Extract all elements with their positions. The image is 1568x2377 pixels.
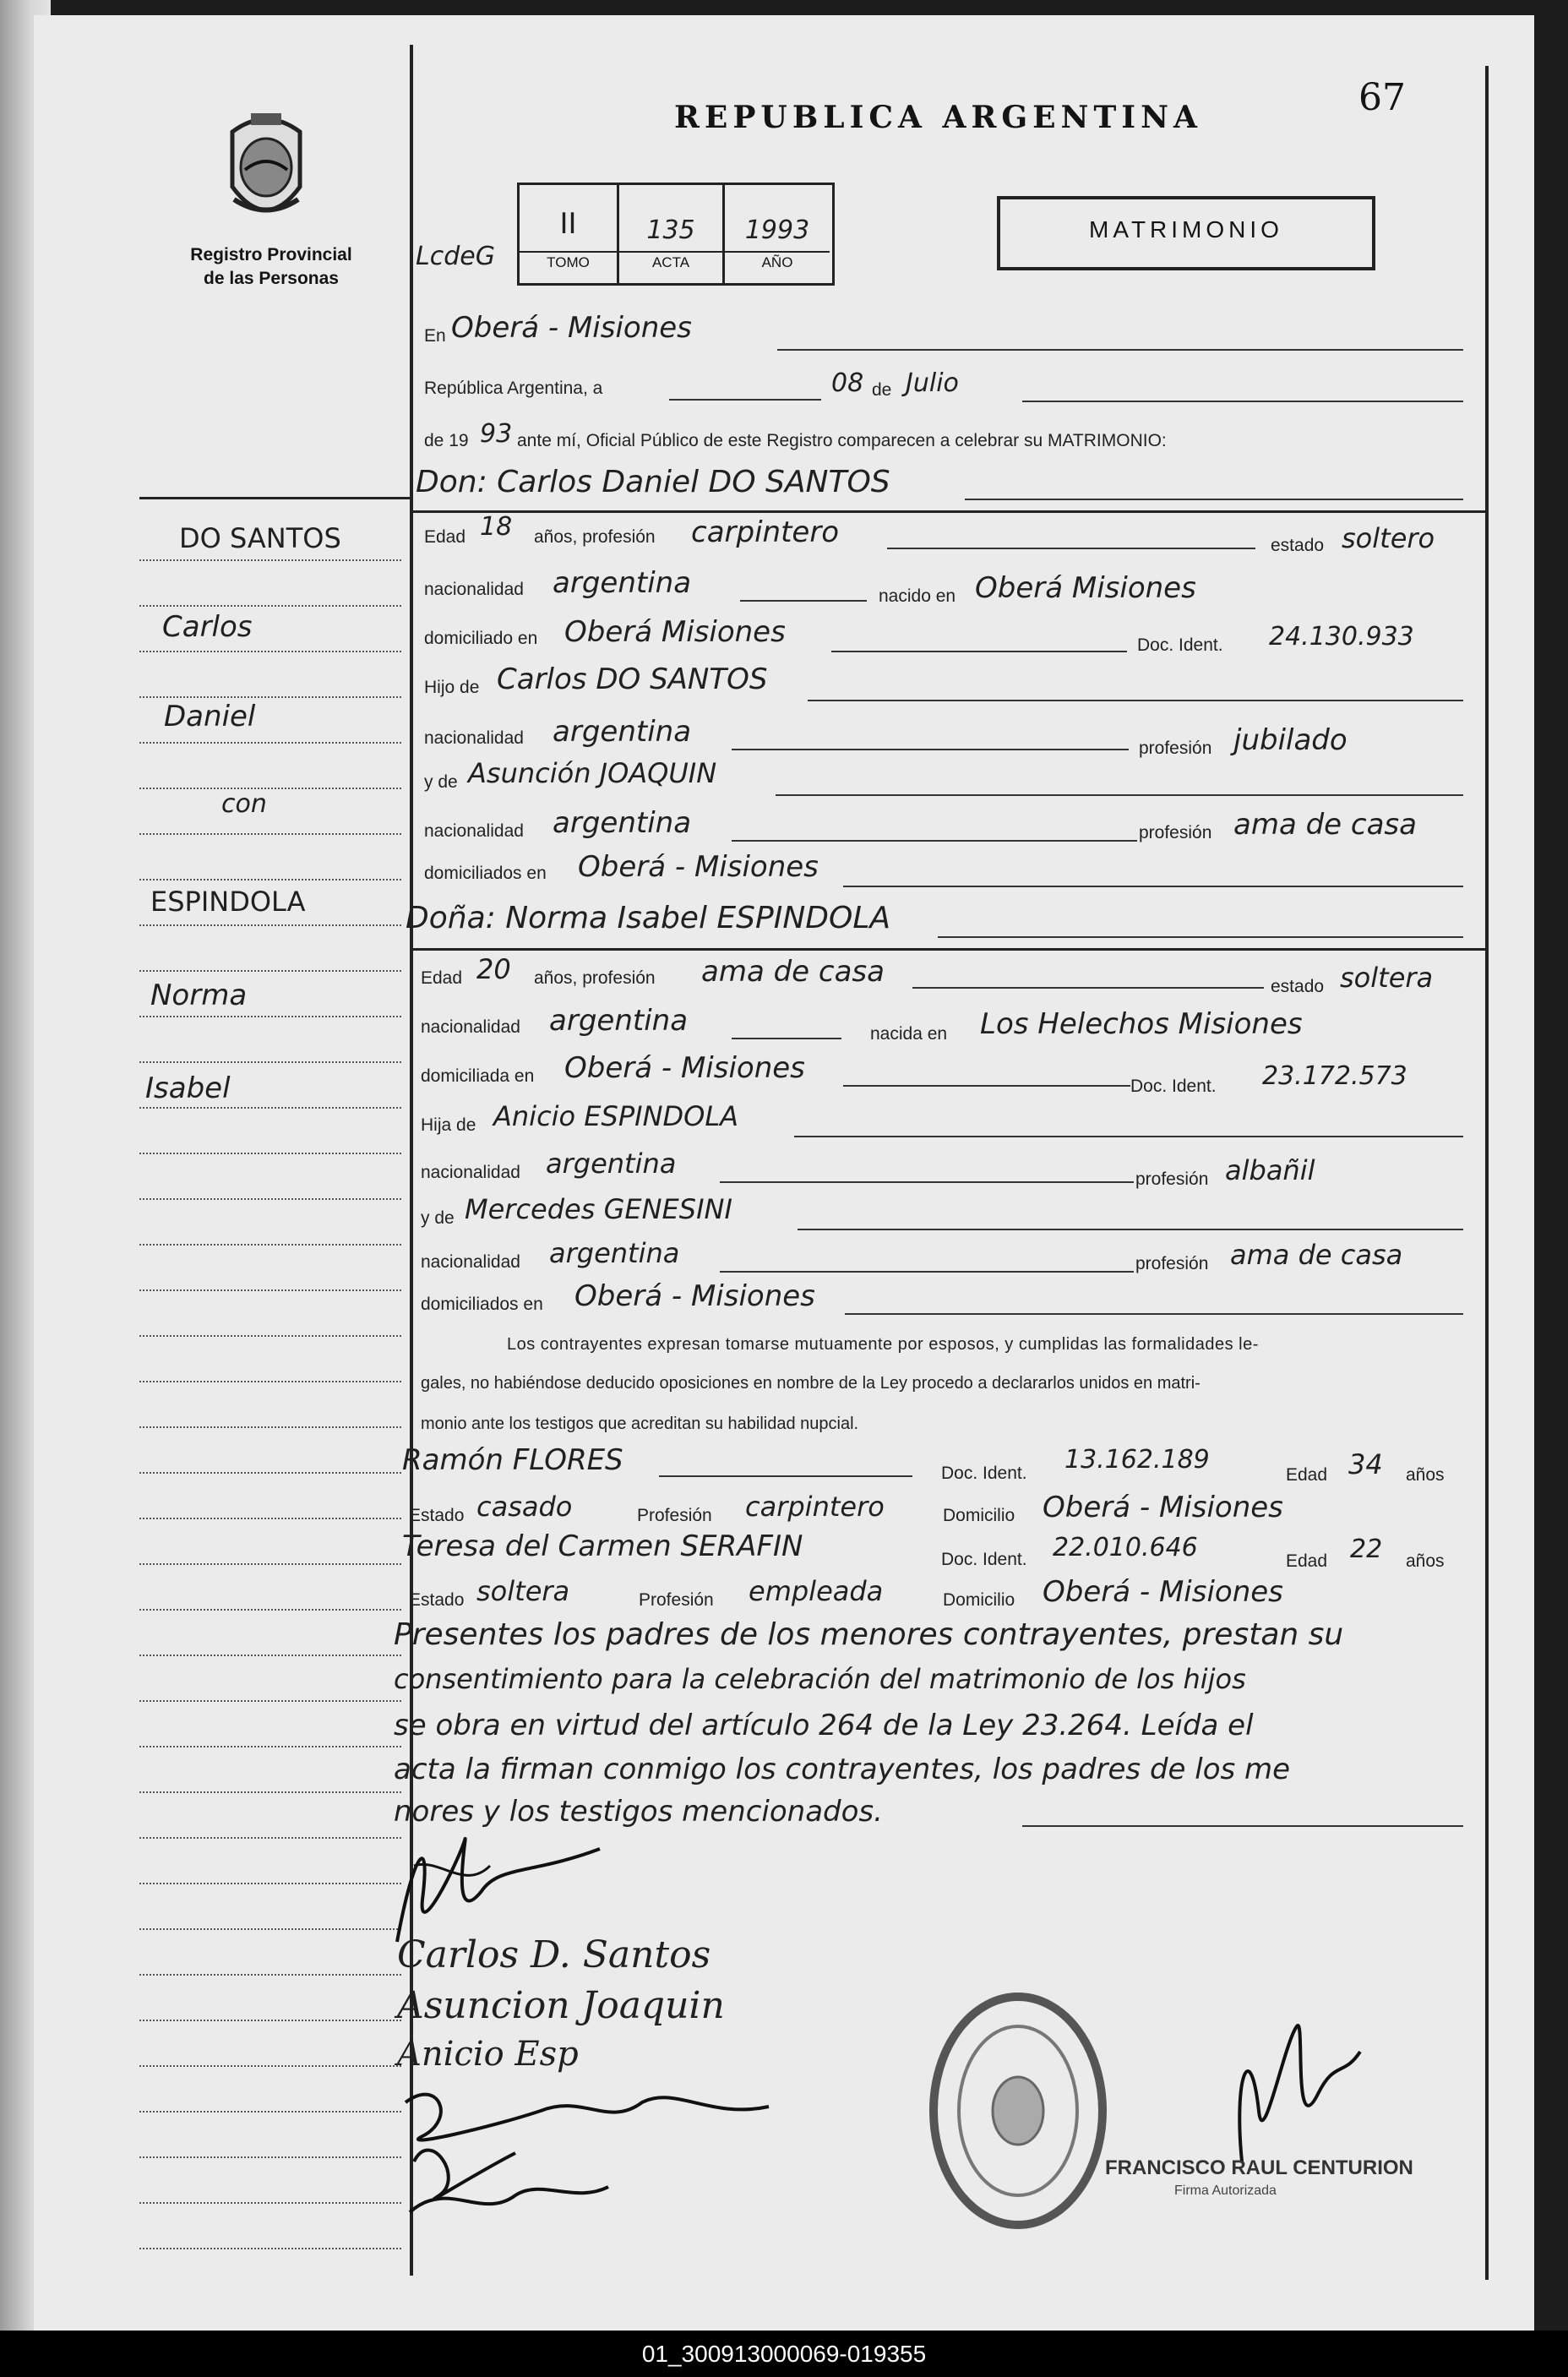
- groom-mother: Asunción JOAQUIN: [468, 757, 717, 789]
- bride-doms-label: domiciliados en: [421, 1295, 543, 1314]
- bride-nacionalidad: argentina: [549, 1004, 689, 1038]
- margin-divider: [139, 497, 411, 499]
- country-title: REPUBLICA ARGENTINA: [674, 100, 1202, 135]
- groom-father-prof: jubilado: [1233, 723, 1348, 757]
- registry-name: [182, 243, 360, 291]
- tomo-label: TOMO: [547, 254, 590, 270]
- bride-father: Anicio ESPINDOLA: [493, 1100, 739, 1132]
- bride-name: Doña: Norma Isabel ESPINDOLA: [406, 901, 890, 935]
- margin-ruled-line: [139, 1928, 401, 1930]
- acta-label: ACTA: [651, 254, 690, 270]
- groom-nacionalidad: argentina: [553, 566, 692, 600]
- witness1-edad: 34: [1348, 1448, 1383, 1480]
- bride-edad-label: Edad: [421, 968, 463, 988]
- fill-line: [845, 1313, 1463, 1315]
- margin-ruled-line: [139, 1974, 401, 1976]
- note-line-2: consentimiento para la celebración del matrimonio de los hijos: [394, 1663, 1246, 1695]
- bride-profesion: ama de casa: [701, 955, 885, 989]
- margin-ruled-line: [139, 1107, 401, 1109]
- margin-note: LcdeG: [416, 242, 495, 271]
- witness2-dom-label: Domicilio: [943, 1590, 1015, 1610]
- intro-month: Julio: [906, 368, 959, 398]
- margin-ruled-line: [139, 559, 401, 561]
- fill-line: [1022, 1825, 1463, 1827]
- margin-ruled-line: [139, 970, 401, 972]
- fill-line: [740, 600, 867, 602]
- groom-father-nac: argentina: [553, 715, 692, 749]
- tomo-cell: [520, 185, 619, 283]
- witness2-estado-label: Estado: [409, 1590, 465, 1610]
- margin-ruled-line: [139, 2111, 401, 2113]
- fill-line: [843, 1085, 1130, 1087]
- witness1-name: Ramón FLORES: [402, 1443, 623, 1477]
- margin-ruled-line: [139, 1426, 401, 1428]
- margin-ruled-line: [139, 1609, 401, 1611]
- en-label: En: [424, 326, 446, 346]
- official-signature: [1217, 2009, 1369, 2178]
- acta-value: 135: [646, 215, 695, 245]
- groom-doc: 24.130.933: [1269, 622, 1414, 651]
- bride-father-nac-label: nacionalidad: [421, 1163, 520, 1182]
- groom-profesion: carpintero: [691, 515, 840, 549]
- republica-label: República Argentina, a: [424, 379, 603, 398]
- bride-doc-label: Doc. Ident.: [1130, 1077, 1217, 1096]
- margin-ruled-line: [139, 1837, 401, 1839]
- witness2-estado: soltera: [476, 1575, 570, 1607]
- margin-ruled-line: [139, 1289, 401, 1291]
- bride-estado-label: estado: [1271, 977, 1325, 996]
- witness1-anios: años: [1406, 1465, 1445, 1485]
- groom-edad-label: Edad: [424, 527, 466, 547]
- official-seal-stamp: [921, 1984, 1115, 2238]
- page-number: 67: [1358, 76, 1406, 119]
- margin-ruled-line: [139, 605, 401, 607]
- signature-scribbles-lower: [389, 2069, 828, 2229]
- margin-ruled-line: [139, 1016, 401, 1017]
- acta-cell: [619, 185, 725, 283]
- anio-cell: [725, 185, 830, 283]
- margin-ruled-line: [139, 1335, 401, 1337]
- margin-bride-surname: ESPINDOLA: [150, 886, 306, 918]
- bride-domicilio: Oberá - Misiones: [564, 1051, 805, 1085]
- note-line-1: Presentes los padres de los menores contrayentes, prestan su: [394, 1617, 1344, 1652]
- margin-ruled-line: [139, 1655, 401, 1656]
- bride-father-nac: argentina: [546, 1148, 677, 1180]
- witness1-estado: casado: [476, 1491, 573, 1523]
- groom-father: Carlos DO SANTOS: [497, 662, 768, 696]
- witness2-edad-label: Edad: [1286, 1551, 1328, 1571]
- bride-father-prof-label: profesión: [1135, 1169, 1209, 1189]
- section-divider: [413, 510, 1485, 513]
- fill-line: [794, 1136, 1463, 1137]
- margin-ruled-line: [139, 2202, 401, 2204]
- official-title: Firma Autorizada: [1174, 2183, 1277, 2198]
- groom-mother-nac: argentina: [553, 806, 692, 840]
- intro-year: 93: [480, 419, 513, 449]
- title-box: [997, 196, 1375, 270]
- fill-line: [669, 399, 821, 401]
- groom-estado: soltero: [1342, 522, 1435, 554]
- witness1-doc-label: Doc. Ident.: [941, 1464, 1027, 1483]
- margin-ruled-line: [139, 1746, 401, 1747]
- fill-line: [776, 794, 1463, 796]
- groom-doms-label: domiciliados en: [424, 864, 547, 883]
- groom-mother-prof-label: profesión: [1139, 823, 1212, 842]
- witness2-profesion: empleada: [749, 1575, 884, 1607]
- margin-groom-name2: Daniel: [164, 700, 256, 733]
- witness2-name: Teresa del Carmen SERAFIN: [402, 1529, 803, 1563]
- margin-ruled-line: [139, 696, 401, 698]
- groom-profesion-label: años, profesión: [534, 527, 656, 547]
- margin-bride-name2: Isabel: [145, 1071, 231, 1105]
- intro-place: Oberá - Misiones: [451, 311, 692, 345]
- margin-ruled-line: [139, 651, 401, 652]
- margin-ruled-line: [139, 2020, 401, 2021]
- fill-line: [798, 1229, 1463, 1230]
- witness2-anios: años: [1406, 1551, 1445, 1571]
- groom-father-prof-label: profesión: [1139, 739, 1212, 758]
- groom-hijo-label: Hijo de: [424, 678, 480, 697]
- witness1-estado-label: Estado: [409, 1506, 465, 1525]
- groom-yde-label: y de: [424, 772, 458, 792]
- groom-estado-label: estado: [1271, 536, 1325, 555]
- signature-groom-father: Carlos D. Santos: [397, 1933, 711, 1976]
- margin-ruled-line: [139, 788, 401, 789]
- fill-line: [965, 499, 1463, 500]
- witness1-domicilio: Oberá - Misiones: [1043, 1491, 1283, 1524]
- witness2-prof-label: Profesión: [639, 1590, 714, 1610]
- bride-nac-label: nacionalidad: [421, 1017, 520, 1037]
- section-divider: [413, 948, 1485, 951]
- registry-line-2: de las Personas: [204, 269, 339, 288]
- witness1-dom-label: Domicilio: [943, 1506, 1015, 1525]
- margin-ruled-line: [139, 2065, 401, 2067]
- bride-dom-label: domiciliada en: [421, 1066, 535, 1086]
- margin-ruled-line: [139, 1244, 401, 1246]
- anio-value: 1993: [744, 215, 810, 245]
- margin-bride-name1: Norma: [150, 979, 248, 1012]
- fill-line: [659, 1475, 912, 1477]
- fill-line: [1022, 401, 1463, 402]
- declaration-line-3: monio ante los testigos que acreditan su habilidad nupcial.: [421, 1415, 859, 1433]
- witness2-edad: 22: [1350, 1535, 1383, 1564]
- note-line-4: acta la firman conmigo los contrayentes, los padres de los me: [394, 1753, 1291, 1786]
- fill-line: [732, 749, 1129, 750]
- groom-dom-label: domiciliado en: [424, 629, 538, 648]
- margin-ruled-line: [139, 1700, 401, 1702]
- note-line-5: nores y los testigos mencionados.: [394, 1795, 883, 1829]
- bride-doc: 23.172.573: [1262, 1061, 1407, 1091]
- margin-ruled-line: [139, 1518, 401, 1519]
- margin-con: con: [221, 789, 267, 819]
- witness1-doc: 13.162.189: [1064, 1445, 1210, 1475]
- fill-line: [843, 886, 1463, 887]
- coat-of-arms-logo: [215, 106, 317, 233]
- fill-line: [938, 936, 1463, 938]
- record-number-box: [517, 183, 835, 286]
- fill-line: [732, 1038, 841, 1039]
- tomo-value: II: [559, 207, 577, 241]
- bride-hija-label: Hija de: [421, 1115, 476, 1135]
- fill-line: [720, 1271, 1134, 1273]
- fill-line: [777, 349, 1463, 351]
- witness1-prof-label: Profesión: [637, 1506, 712, 1525]
- bride-edad: 20: [476, 953, 511, 985]
- witness2-doc-label: Doc. Ident.: [941, 1550, 1027, 1569]
- margin-ruled-line: [139, 1061, 401, 1063]
- intro-day: 08: [831, 368, 864, 398]
- bride-nacida-label: nacida en: [870, 1024, 948, 1044]
- bride-parents-dom: Oberá - Misiones: [574, 1279, 815, 1313]
- margin-ruled-line: [139, 2156, 401, 2158]
- bride-nacida: Los Helechos Misiones: [980, 1007, 1303, 1041]
- document-title: MATRIMONIO: [1089, 216, 1283, 243]
- margin-ruled-line: [139, 879, 401, 880]
- fill-line: [732, 840, 1137, 842]
- margin-ruled-line: [139, 742, 401, 744]
- witness2-domicilio: Oberá - Misiones: [1043, 1575, 1283, 1609]
- signature-bride-father: Anicio Esp: [397, 2035, 579, 2074]
- bride-mother-prof: ama de casa: [1230, 1239, 1403, 1271]
- margin-ruled-line: [139, 1791, 401, 1793]
- fill-line: [887, 548, 1255, 549]
- fill-line: [831, 651, 1127, 652]
- registry-line-1: Registro Provincial: [190, 245, 352, 264]
- margin-ruled-line: [139, 1472, 401, 1474]
- groom-mother-nac-label: nacionalidad: [424, 821, 524, 841]
- year-prefix: de 19: [424, 431, 469, 450]
- declaration-line-2: gales, no habiéndose deducido oposiciones en nombre de la Ley procedo a declararlos unidos en matri-: [421, 1374, 1200, 1393]
- note-line-3: se obra en virtud del artículo 264 de la Ley 23.264. Leída el: [394, 1709, 1254, 1742]
- witness2-doc: 22.010.646: [1053, 1533, 1198, 1562]
- margin-ruled-line: [139, 1198, 401, 1200]
- fill-line: [720, 1181, 1134, 1183]
- groom-nacido-label: nacido en: [879, 586, 956, 606]
- margin-groom-surname: DO SANTOS: [179, 522, 341, 554]
- bride-estado: soltera: [1340, 962, 1434, 994]
- groom-parents-dom: Oberá - Misiones: [578, 850, 819, 884]
- margin-ruled-line: [139, 1153, 401, 1154]
- margin-ruled-line: [139, 1381, 401, 1382]
- margin-ruled-line: [139, 833, 401, 835]
- witness1-edad-label: Edad: [1286, 1465, 1328, 1485]
- groom-doc-label: Doc. Ident.: [1137, 635, 1223, 655]
- groom-father-nac-label: nacionalidad: [424, 728, 524, 748]
- groom-mother-prof: ama de casa: [1233, 808, 1417, 842]
- right-border: [1485, 66, 1489, 2280]
- margin-ruled-line: [139, 1563, 401, 1565]
- intro-sentence: ante mí, Oficial Público de este Registro comparecen a celebrar su MATRIMONIO:: [517, 431, 1167, 450]
- de-label: de: [872, 380, 892, 400]
- bride-profesion-label: años, profesión: [534, 968, 656, 988]
- groom-nacido: Oberá Misiones: [975, 571, 1196, 605]
- bride-mother: Mercedes GENESINI: [465, 1193, 732, 1225]
- witness1-profesion: carpintero: [745, 1491, 885, 1523]
- image-caption: 01_300913000069-019355: [0, 2331, 1568, 2377]
- margin-groom-name1: Carlos: [162, 610, 253, 644]
- official-name: FRANCISCO RAUL CENTURION: [1105, 2156, 1413, 2179]
- bride-mother-nac-label: nacionalidad: [421, 1252, 520, 1272]
- signature-groom-mother: Asuncion Joaquin: [397, 1984, 725, 2027]
- bride-mother-nac: argentina: [549, 1237, 680, 1269]
- margin-ruled-line: [139, 1883, 401, 1884]
- document-page: [34, 15, 1534, 2331]
- groom-edad: 18: [480, 512, 513, 542]
- bride-father-prof: albañil: [1225, 1154, 1315, 1186]
- groom-nac-label: nacionalidad: [424, 580, 524, 599]
- fill-line: [808, 700, 1463, 701]
- groom-name: Don: Carlos Daniel DO SANTOS: [416, 465, 890, 499]
- declaration-line-1: Los contrayentes expresan tomarse mutuamente por esposos, y cumplidas las formalidades le-: [507, 1335, 1259, 1354]
- groom-domicilio: Oberá Misiones: [564, 615, 786, 649]
- margin-ruled-line: [139, 2248, 401, 2249]
- bride-mother-prof-label: profesión: [1135, 1254, 1209, 1273]
- margin-ruled-line: [139, 924, 401, 926]
- anio-label: AÑO: [761, 254, 793, 270]
- bride-yde-label: y de: [421, 1208, 455, 1228]
- fill-line: [912, 987, 1264, 989]
